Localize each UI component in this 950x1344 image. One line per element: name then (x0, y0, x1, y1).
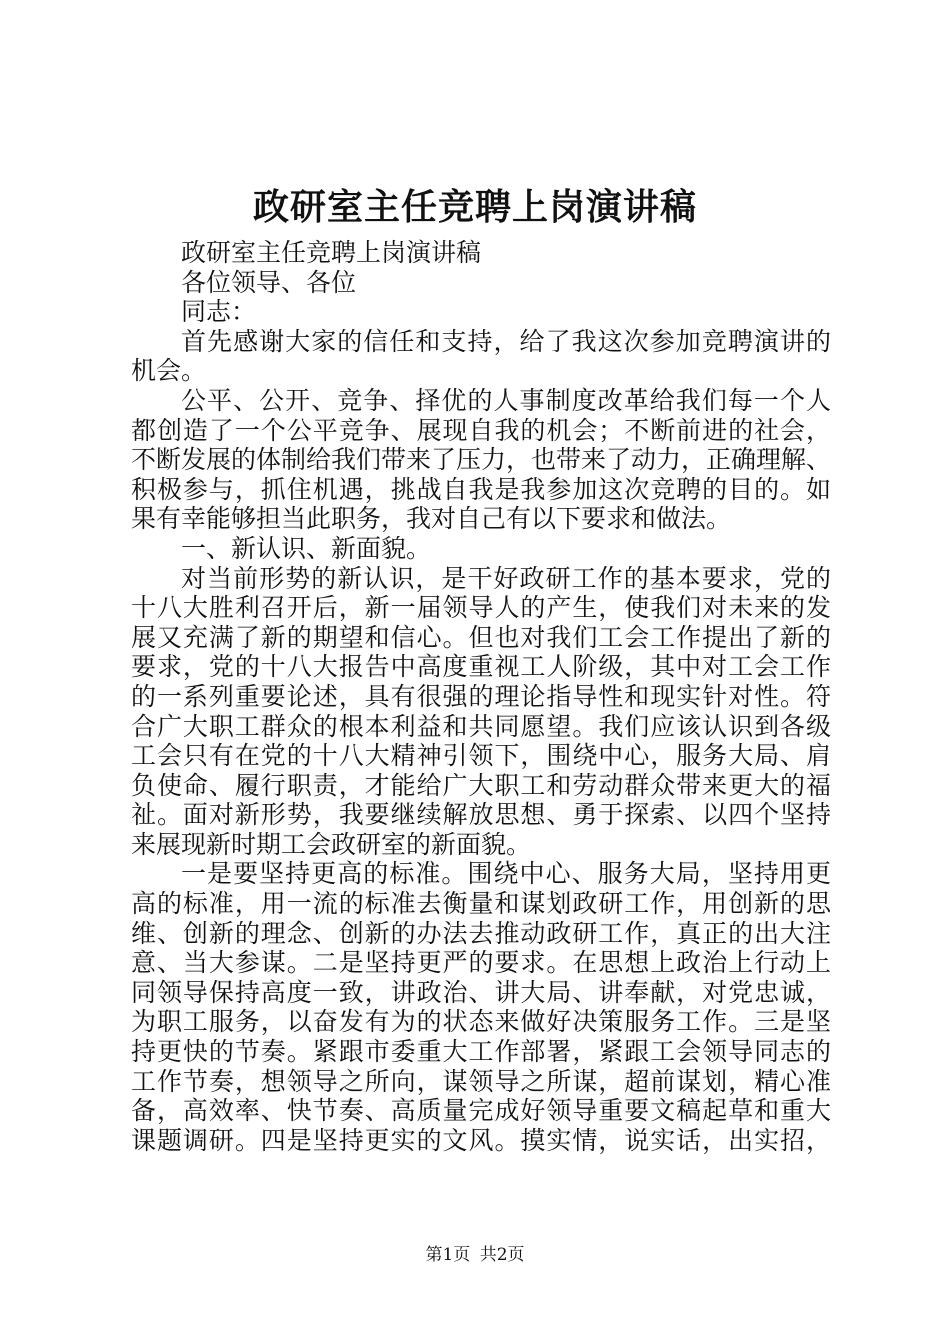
text-line: 要求，党的十八大报告中高度重视工人阶级，其中对工会工作 (131, 652, 831, 682)
text-line: 同领导保持高度一致，讲政治、讲大局、讲奉献，对党忠诚， (131, 977, 831, 1007)
text-line: 公平、公开、竞争、择优的人事制度改革给我们每一个人 (181, 385, 831, 415)
text-line: 合广大职工群众的根本利益和共同愿望。我们应该认识到各级 (131, 711, 831, 741)
text-line: 一、新认识、新面貌。 (181, 533, 432, 563)
text-line: 备，高效率、快节奏、高质量完成好领导重要文稿起草和重大 (131, 1096, 831, 1126)
text-line: 为职工服务，以奋发有为的状态来做好决策服务工作。三是坚 (131, 1007, 831, 1037)
text-line: 十八大胜利召开后，新一届领导人的产生，使我们对未来的发 (131, 593, 831, 623)
text-line: 一是要坚持更高的标准。围绕中心、服务大局，坚持用更 (181, 859, 831, 889)
text-line: 不断发展的体制给我们带来了压力，也带来了动力，正确理解、 (131, 445, 832, 475)
text-line: 展又充满了新的期望和信心。但也对我们工会工作提出了新的 (131, 622, 831, 652)
text-line: 工作节奏，想领导之所向，谋领导之所谋，超前谋划，精心准 (131, 1066, 831, 1096)
document-title: 政研室主任竞聘上岗演讲稿 (252, 186, 697, 228)
text-line: 果有幸能够担当此职务，我对自己有以下要求和做法。 (131, 504, 732, 534)
document-body (131, 238, 831, 1155)
text-line: 各位领导、各位 (181, 267, 357, 297)
text-line: 意、当大参谋。二是坚持更严的要求。在思想上政治上行动上 (131, 948, 831, 978)
text-line: 祉。面对新形势，我要继续解放思想、勇于探索、以四个坚持 (131, 800, 831, 830)
text-line: 持更快的节奏。紧跟市委重大工作部署，紧跟工会领导同志的 (131, 1037, 831, 1067)
text-line: 政研室主任竞聘上岗演讲稿 (181, 238, 482, 267)
text-line: 的一系列重要论述，具有很强的理论指导性和现实针对性。符 (131, 681, 831, 711)
text-line: 同志： (181, 297, 257, 327)
page-total: 共2页 (479, 1245, 525, 1265)
page-footer (0, 1243, 950, 1267)
text-line: 积极参与，抓住机遇，挑战自我是我参加这次竞聘的目的。如 (131, 474, 831, 504)
text-line: 工会只有在党的十八大精神引领下，围绕中心，服务大局、肩 (131, 741, 831, 771)
text-line: 来展现新时期工会政研室的新面貌。 (131, 829, 532, 859)
text-line: 机会。 (131, 356, 207, 386)
text-line: 负使命、履行职责，才能给广大职工和劳动群众带来更大的福 (131, 770, 831, 800)
text-line: 高的标准，用一流的标准去衡量和谋划政研工作，用创新的思 (131, 889, 831, 919)
text-line: 都创造了一个公平竞争、展现自我的机会；不断前进的社会， (131, 415, 831, 445)
page-number: 第1页 (425, 1245, 471, 1265)
text-line: 对当前形势的新认识，是干好政研工作的基本要求，党的 (181, 563, 831, 593)
text-line: 课题调研。四是坚持更实的文风。摸实情，说实话，出实招， (131, 1125, 831, 1155)
text-line: 维、创新的理念、创新的办法去推动政研工作，真正的出大注 (131, 918, 831, 948)
text-line: 首先感谢大家的信任和支持，给了我这次参加竞聘演讲的 (181, 326, 831, 356)
